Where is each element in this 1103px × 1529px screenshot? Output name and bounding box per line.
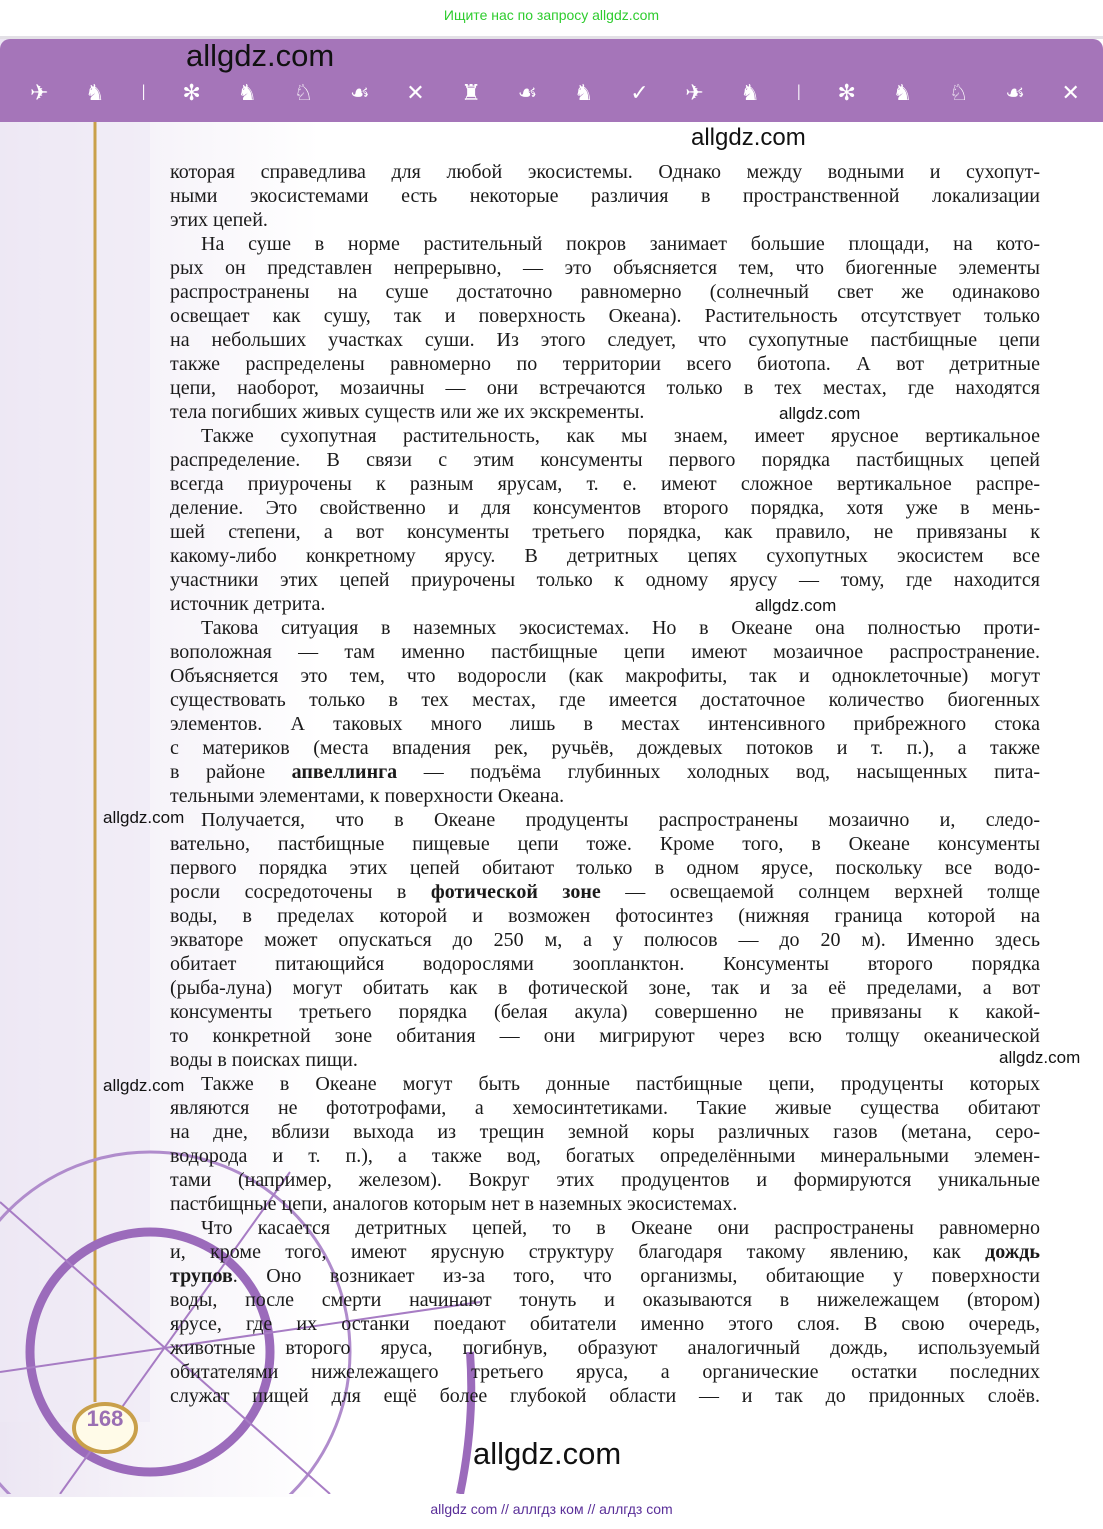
animal-silhouette-icon: ǀ <box>141 80 146 105</box>
text-line <box>170 856 1040 880</box>
animal-silhouette-icon: ✻ <box>182 80 201 105</box>
animal-silhouette-icon: ✓ <box>630 80 649 105</box>
text-segment: первого порядка этих цепей обитают только в одном ярусе, поскольку все водо- <box>170 857 1040 879</box>
animal-silhouette-icon: ☙ <box>1005 80 1025 105</box>
animal-silhouette-icon: ♞ <box>740 80 760 105</box>
text-line <box>170 328 1040 352</box>
text-segment: животные второго яруса, погибнув, образуют аналогичный дождь, используемый <box>170 1337 1040 1359</box>
animal-silhouette-icon: ♞ <box>573 80 594 105</box>
text-segment: Также в Океане могут быть донные пастбищные цепи, продуценты которых <box>201 1073 1040 1095</box>
text-line <box>170 496 1040 520</box>
watermark: allgdz.com <box>999 1048 1081 1067</box>
text-line <box>170 832 1040 856</box>
text-segment: — подъёма глубинных холодных вод, насыщенных пита- <box>397 761 1040 783</box>
animal-silhouette-icon: ✈ <box>30 80 49 105</box>
text-line <box>170 1096 1040 1120</box>
text-line <box>170 256 1040 280</box>
watermark: allgdz.com <box>103 1076 185 1095</box>
animal-silhouette-icon: ☙ <box>349 80 370 105</box>
text-line <box>170 688 1040 712</box>
text-segment: существовать только в тех местах, где имеется достаточное количество биогенных <box>170 689 1040 711</box>
text-line <box>170 808 1040 832</box>
animal-silhouette-icon: ✈ <box>685 80 704 105</box>
text-line <box>170 1384 1040 1408</box>
text-segment: тела погибших живых существ или же их экскременты. <box>170 401 645 423</box>
text-line <box>170 664 1040 688</box>
text-line <box>170 1168 1040 1192</box>
text-line <box>170 1072 1040 1096</box>
text-segment: служат пищей для ещё более глубокой области — и так до придонных слоёв. <box>170 1385 1040 1407</box>
text-segment: воды, после смерти начинают тонуть и оказываются в нижележащем (втором) <box>170 1289 1040 1311</box>
animal-silhouette-icon: ♞ <box>892 80 913 105</box>
watermark: allgdz.com <box>186 38 335 73</box>
animal-silhouettes <box>30 78 1080 108</box>
text-segment: росли сосредоточены в <box>170 881 431 903</box>
text-line <box>170 1024 1040 1048</box>
text-line <box>170 160 1040 184</box>
text-segment: Такова ситуация в наземных экосистемах. Но в Океане она полностью проти- <box>201 617 1040 639</box>
page-number: 168 <box>72 1402 138 1454</box>
animal-silhouette-icon: ✻ <box>837 80 856 105</box>
animal-silhouette-icon: ♞ <box>237 80 258 105</box>
text-line <box>170 568 1040 592</box>
text-line <box>170 424 1040 448</box>
text-line <box>170 976 1040 1000</box>
text-segment: всегда приурочены к разным ярусам, т. е. имеют сложное вертикальное распре- <box>170 473 1040 495</box>
text-segment: также распределены равномерно по территории всего биотопа. А вот детритные <box>170 353 1040 375</box>
watermark: allgdz.com <box>473 1436 622 1471</box>
text-segment: распространены на суше достаточно равномерно (солнечный свет же одинаково <box>170 281 1040 303</box>
text-line <box>170 1192 1040 1216</box>
text-line <box>170 1144 1040 1168</box>
text-segment: которая справедлива для любой экосистемы. Однако между водными и сухопут- <box>170 161 1040 183</box>
watermark: allgdz.com <box>103 808 185 827</box>
text-segment: воды в поисках пищи. <box>170 1049 358 1071</box>
search-hint: Ищите нас по запросу allgdz.com <box>443 7 660 23</box>
text-line <box>170 544 1040 568</box>
text-line <box>170 352 1040 376</box>
text-segment: пастбищные цепи, аналогов которым нет в наземных экосистемах. <box>170 1193 738 1215</box>
bold-term: трупов <box>170 1265 233 1287</box>
text-line <box>170 592 1040 616</box>
text-segment: этих цепей. <box>170 209 268 231</box>
text-line <box>170 1336 1040 1360</box>
animal-silhouette-icon: ♜ <box>461 80 482 105</box>
text-line <box>170 1048 1040 1072</box>
text-segment: воположная — там именно пастбищные цепи имеют мозаичное распространение. <box>170 641 1040 663</box>
text-segment: шей степени, а вот консументы третьего порядка, как правило, не привязаны к <box>170 521 1040 543</box>
bold-term: дождь <box>985 1241 1040 1263</box>
text-line <box>170 904 1040 928</box>
animal-silhouette-icon: ♘ <box>293 80 314 105</box>
animal-silhouette-icon: ǀ <box>796 80 801 105</box>
text-segment: на дне, вблизи выхода из трещин земной коры различных газов (метана, серо- <box>170 1121 1040 1143</box>
text-line <box>170 1288 1040 1312</box>
watermark: allgdz.com <box>755 596 837 615</box>
text-line <box>170 616 1040 640</box>
text-line <box>170 1216 1040 1240</box>
text-segment: Что касается детритных цепей, то в Океане они распространены равномерно <box>201 1217 1040 1239</box>
text-segment: какому-либо конкретному ярусу. В детритных цепях сухопутных экосистем все <box>170 545 1040 567</box>
text-line <box>170 448 1040 472</box>
animal-silhouette-icon: ♘ <box>948 80 969 105</box>
text-segment: тельными элементами, к поверхности Океана. <box>170 785 565 807</box>
animal-silhouette-icon: ✕ <box>1061 80 1080 105</box>
text-segment: — освещаемой солнцем верхней толще <box>600 881 1040 903</box>
text-line <box>170 760 1040 784</box>
text-line <box>170 232 1040 256</box>
text-segment: консументы третьего порядка (белая акула) совершенно не привязаны к какой- <box>170 1001 1040 1023</box>
text-line <box>170 640 1040 664</box>
text-segment: освещает как сушу, так и поверхность Океана). Растительность отсутствует только <box>170 305 1040 327</box>
text-line <box>170 376 1040 400</box>
text-segment: Также сухопутная растительность, как мы знаем, имеет ярусное вертикальное <box>201 425 1040 447</box>
text-segment: ярусе, где их останки поедают обитатели именно этого слоя. В свою очередь, <box>170 1313 1040 1335</box>
animal-silhouette-icon: ✕ <box>406 80 425 105</box>
text-line <box>170 304 1040 328</box>
text-line <box>170 784 1040 808</box>
text-segment: Объясняется это тем, что водоросли (как макрофиты, так и одноклеточные) могут <box>170 665 1040 687</box>
footer-links: allgdz com // аллгдз ком // аллгдз com <box>430 1501 673 1517</box>
text-segment: вательно, пастбищные пищевые цепи тоже. Кроме того, в Океане консументы <box>170 833 1040 855</box>
text-line <box>170 1264 1040 1288</box>
text-segment: в районе <box>170 761 292 783</box>
text-segment: цепи, наоборот, мозаичны — они встречаются только в тех местах, где находятся <box>170 377 1040 399</box>
animal-silhouette-icon: ☙ <box>517 80 538 105</box>
text-segment: рых он представлен непрерывно, — это объясняется тем, что биогенные элементы <box>170 257 1040 279</box>
text-segment: воды, в пределах которой и возможен фотосинтез (нижняя граница которой на <box>170 905 1040 927</box>
animal-silhouette-icon: ♞ <box>85 80 105 105</box>
bold-term: апвеллинга <box>291 761 398 783</box>
text-segment: источник детрита. <box>170 593 326 615</box>
text-segment: распределение. В связи с этим консументы первого порядка пастбищных цепей <box>170 449 1040 471</box>
text-segment: являются не фототрофами, а хемосинтетиками. Такие живые существа обитают <box>170 1097 1040 1119</box>
text-segment: элементов. А таковых много лишь в местах интенсивного прибрежного стока <box>170 713 1040 735</box>
text-segment: На суше в норме растительный покров занимает большие площади, на кото- <box>201 233 1040 255</box>
text-line <box>170 1360 1040 1384</box>
text-segment: участники этих цепей приурочены только к одному ярусу — тому, где находится <box>170 569 1040 591</box>
bold-term: фотической зоне <box>430 881 601 903</box>
text-segment: (рыба-луна) могут обитать как в фотической зоне, так и за её пределами, а вот <box>170 977 1040 999</box>
text-line <box>170 712 1040 736</box>
watermark: allgdz.com <box>779 404 861 423</box>
text-segment: тами (например, железом). Вокруг этих продуцентов и формируются уникальные <box>170 1169 1040 1191</box>
text-line <box>170 928 1040 952</box>
text-segment: водорода и т. п.), а также вод, богатых определёнными минеральными элемен- <box>170 1145 1040 1167</box>
text-line <box>170 1000 1040 1024</box>
text-segment: обитает питающийся водорослями зоопланктон. Консументы второго порядка <box>170 953 1040 975</box>
text-line <box>170 208 1040 232</box>
text-line <box>170 880 1040 904</box>
text-line <box>170 472 1040 496</box>
text-segment: обитателями нижележащего третьего яруса, а органические остатки последних <box>170 1361 1040 1383</box>
text-segment: Получается, что в Океане продуценты распространены мозаично и, следо- <box>201 809 1040 831</box>
text-segment: на небольших участках суши. Из этого следует, что сухопутные пастбищные цепи <box>170 329 1040 351</box>
body-text <box>170 160 1040 1408</box>
text-line <box>170 736 1040 760</box>
text-line <box>170 1312 1040 1336</box>
text-line <box>170 280 1040 304</box>
text-segment: ными экосистемами есть некоторые различия в пространственной локализации <box>170 185 1040 207</box>
text-line <box>170 952 1040 976</box>
text-line <box>170 184 1040 208</box>
text-segment: с материков (места впадения рек, ручьёв, дождевых потоков и т. п.), а также <box>170 737 1040 759</box>
text-line <box>170 1120 1040 1144</box>
text-segment: то конкретной зоне обитания — они мигрируют через всю толщу океанической <box>170 1025 1040 1047</box>
text-segment: . Оно возникает из-за того, что организмы, обитающие у поверхности <box>232 1265 1040 1287</box>
watermark: allgdz.com <box>691 124 806 151</box>
text-segment: деление. Это свойственно и для консументов второго порядка, хотя уже в мень- <box>170 497 1040 519</box>
text-segment: экваторе может опускаться до 250 м, а у полюсов — до 20 м). Именно здесь <box>170 929 1040 951</box>
text-line <box>170 400 1040 424</box>
text-segment: и, кроме того, имеют ярусную структуру благодаря такому явлению, как <box>170 1241 986 1263</box>
text-line <box>170 1240 1040 1264</box>
text-line <box>170 520 1040 544</box>
